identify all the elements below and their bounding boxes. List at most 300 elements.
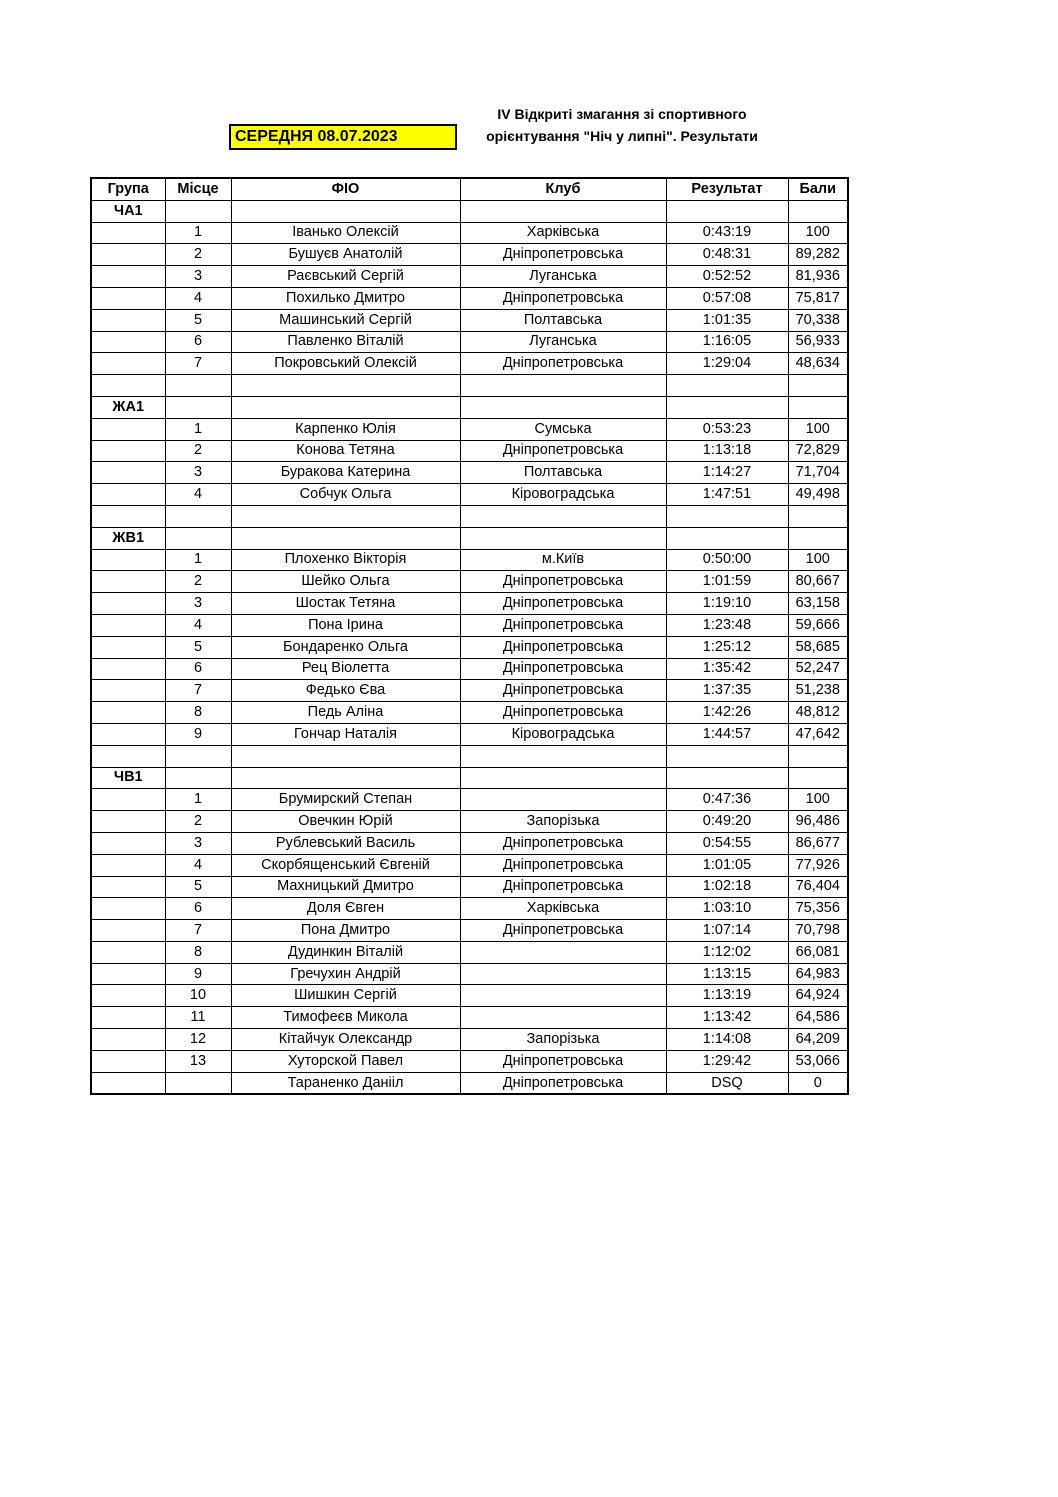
table-row — [91, 571, 848, 593]
group-cell-empty — [91, 1050, 165, 1072]
cell-name: Гончар Наталія — [231, 723, 460, 745]
cell-club: Полтавська — [460, 309, 666, 331]
cell-club: Луганська — [460, 266, 666, 288]
cell-name: Овечкин Юрій — [231, 811, 460, 833]
cell-result: 1:29:42 — [666, 1050, 788, 1072]
empty-cell — [788, 745, 848, 767]
cell-place: 7 — [165, 353, 231, 375]
empty-cell — [666, 527, 788, 549]
empty-cell — [788, 767, 848, 789]
table-row — [91, 331, 848, 353]
empty-cell — [165, 505, 231, 527]
table-row — [91, 898, 848, 920]
empty-cell — [460, 767, 666, 789]
cell-result: 1:13:19 — [666, 985, 788, 1007]
empty-cell — [91, 745, 165, 767]
cell-name: Рублевський Василь — [231, 832, 460, 854]
table-row — [91, 1050, 848, 1072]
cell-result: 1:01:05 — [666, 854, 788, 876]
group-name: ЧА1 — [91, 200, 165, 222]
cell-name: Шостак Тетяна — [231, 593, 460, 615]
group-cell-empty — [91, 549, 165, 571]
cell-result: 1:02:18 — [666, 876, 788, 898]
cell-club: Дніпропетровська — [460, 680, 666, 702]
cell-points: 52,247 — [788, 658, 848, 680]
column-header-result: Результат — [666, 178, 788, 200]
cell-place: 9 — [165, 723, 231, 745]
group-cell-empty — [91, 854, 165, 876]
cell-name: Махницький Дмитро — [231, 876, 460, 898]
group-header-row — [91, 396, 848, 418]
table-row — [91, 418, 848, 440]
cell-name: Хуторской Павел — [231, 1050, 460, 1072]
cell-name: Покровський Олексій — [231, 353, 460, 375]
cell-result: 1:12:02 — [666, 941, 788, 963]
cell-name: Тараненко Данііл — [231, 1072, 460, 1094]
group-name: ЧВ1 — [91, 767, 165, 789]
table-row — [91, 963, 848, 985]
table-row — [91, 266, 848, 288]
group-cell-empty — [91, 1029, 165, 1051]
cell-club: Сумська — [460, 418, 666, 440]
cell-result: 1:19:10 — [666, 593, 788, 615]
table-row — [91, 636, 848, 658]
cell-points: 56,933 — [788, 331, 848, 353]
cell-place: 5 — [165, 636, 231, 658]
cell-result: 1:42:26 — [666, 702, 788, 724]
table-row — [91, 1007, 848, 1029]
cell-club: м.Київ — [460, 549, 666, 571]
cell-place: 12 — [165, 1029, 231, 1051]
table-row — [91, 680, 848, 702]
cell-name: Гречухин Андрій — [231, 963, 460, 985]
cell-place: 4 — [165, 484, 231, 506]
cell-result: 1:37:35 — [666, 680, 788, 702]
column-header-name: ФІО — [231, 178, 460, 200]
cell-points: 70,338 — [788, 309, 848, 331]
empty-cell — [788, 527, 848, 549]
cell-points: 63,158 — [788, 593, 848, 615]
group-header-row — [91, 200, 848, 222]
cell-name: Тимофеєв Микола — [231, 1007, 460, 1029]
cell-place: 4 — [165, 614, 231, 636]
group-cell-empty — [91, 898, 165, 920]
table-row — [91, 287, 848, 309]
group-cell-empty — [91, 1072, 165, 1094]
cell-name: Пона Дмитро — [231, 920, 460, 942]
column-header-club: Клуб — [460, 178, 666, 200]
group-cell-empty — [91, 571, 165, 593]
cell-club: Харківська — [460, 898, 666, 920]
cell-name: Скорбященський Євгеній — [231, 854, 460, 876]
cell-points: 96,486 — [788, 811, 848, 833]
cell-result: 1:14:27 — [666, 462, 788, 484]
cell-place: 10 — [165, 985, 231, 1007]
group-name: ЖВ1 — [91, 527, 165, 549]
cell-result: 0:57:08 — [666, 287, 788, 309]
cell-name: Конова Тетяна — [231, 440, 460, 462]
cell-result: 1:13:42 — [666, 1007, 788, 1029]
cell-points: 70,798 — [788, 920, 848, 942]
cell-club: Дніпропетровська — [460, 440, 666, 462]
cell-result: 1:16:05 — [666, 331, 788, 353]
cell-points: 75,817 — [788, 287, 848, 309]
table-row — [91, 941, 848, 963]
cell-result: 1:23:48 — [666, 614, 788, 636]
cell-place: 8 — [165, 702, 231, 724]
cell-points: 59,666 — [788, 614, 848, 636]
cell-points: 64,924 — [788, 985, 848, 1007]
group-name: ЖА1 — [91, 396, 165, 418]
table-row — [91, 832, 848, 854]
separator-row — [91, 505, 848, 527]
cell-name: Рец Віолетта — [231, 658, 460, 680]
table-row — [91, 309, 848, 331]
cell-result: 1:03:10 — [666, 898, 788, 920]
group-cell-empty — [91, 789, 165, 811]
empty-cell — [460, 505, 666, 527]
cell-points: 80,667 — [788, 571, 848, 593]
cell-points: 100 — [788, 789, 848, 811]
group-cell-empty — [91, 331, 165, 353]
group-cell-empty — [91, 702, 165, 724]
cell-points: 49,498 — [788, 484, 848, 506]
empty-cell — [666, 745, 788, 767]
cell-club: Харківська — [460, 222, 666, 244]
group-cell-empty — [91, 593, 165, 615]
cell-club: Полтавська — [460, 462, 666, 484]
cell-place: 1 — [165, 549, 231, 571]
table-row — [91, 1029, 848, 1051]
cell-name: Пона Ірина — [231, 614, 460, 636]
group-cell-empty — [91, 963, 165, 985]
group-cell-empty — [91, 680, 165, 702]
cell-place: 1 — [165, 418, 231, 440]
empty-cell — [666, 767, 788, 789]
table-row — [91, 484, 848, 506]
separator-row — [91, 745, 848, 767]
cell-name: Бушуєв Анатолій — [231, 244, 460, 266]
empty-cell — [165, 767, 231, 789]
cell-place: 6 — [165, 658, 231, 680]
cell-place: 2 — [165, 440, 231, 462]
cell-name: Доля Євген — [231, 898, 460, 920]
cell-club — [460, 941, 666, 963]
table-row — [91, 222, 848, 244]
cell-place: 3 — [165, 832, 231, 854]
empty-cell — [666, 375, 788, 397]
cell-place: 2 — [165, 571, 231, 593]
cell-place: 1 — [165, 222, 231, 244]
cell-points: 86,677 — [788, 832, 848, 854]
table-row — [91, 1072, 848, 1094]
cell-place: 6 — [165, 898, 231, 920]
cell-club: Дніпропетровська — [460, 244, 666, 266]
cell-club: Дніпропетровська — [460, 1072, 666, 1094]
cell-result: DSQ — [666, 1072, 788, 1094]
group-cell-empty — [91, 266, 165, 288]
cell-club — [460, 1007, 666, 1029]
cell-club: Запорізька — [460, 1029, 666, 1051]
group-cell-empty — [91, 1007, 165, 1029]
cell-points: 0 — [788, 1072, 848, 1094]
cell-club — [460, 789, 666, 811]
cell-result: 0:53:23 — [666, 418, 788, 440]
group-cell-empty — [91, 309, 165, 331]
cell-result: 1:01:35 — [666, 309, 788, 331]
empty-cell — [460, 396, 666, 418]
empty-cell — [231, 745, 460, 767]
cell-result: 0:43:19 — [666, 222, 788, 244]
empty-cell — [231, 505, 460, 527]
cell-result: 0:52:52 — [666, 266, 788, 288]
group-header-row — [91, 767, 848, 789]
cell-name: Федько Єва — [231, 680, 460, 702]
table-row — [91, 549, 848, 571]
separator-row — [91, 375, 848, 397]
cell-club: Дніпропетровська — [460, 876, 666, 898]
empty-cell — [666, 200, 788, 222]
cell-club: Дніпропетровська — [460, 593, 666, 615]
cell-place: 2 — [165, 811, 231, 833]
group-cell-empty — [91, 244, 165, 266]
empty-cell — [460, 745, 666, 767]
cell-club: Дніпропетровська — [460, 636, 666, 658]
cell-name: Кітайчук Олександр — [231, 1029, 460, 1051]
cell-club: Дніпропетровська — [460, 854, 666, 876]
empty-cell — [231, 527, 460, 549]
empty-cell — [666, 505, 788, 527]
cell-club: Дніпропетровська — [460, 920, 666, 942]
empty-cell — [231, 375, 460, 397]
cell-place: 5 — [165, 876, 231, 898]
empty-cell — [666, 396, 788, 418]
table-row — [91, 789, 848, 811]
cell-points: 64,586 — [788, 1007, 848, 1029]
cell-result: 0:47:36 — [666, 789, 788, 811]
cell-place: 7 — [165, 920, 231, 942]
cell-name: Карпенко Юлія — [231, 418, 460, 440]
group-cell-empty — [91, 876, 165, 898]
cell-points: 89,282 — [788, 244, 848, 266]
cell-club: Дніпропетровська — [460, 353, 666, 375]
group-cell-empty — [91, 222, 165, 244]
cell-place: 5 — [165, 309, 231, 331]
cell-name: Іванько Олексій — [231, 222, 460, 244]
empty-cell — [460, 375, 666, 397]
cell-place: 1 — [165, 789, 231, 811]
cell-place: 13 — [165, 1050, 231, 1072]
cell-result: 1:25:12 — [666, 636, 788, 658]
group-header-row — [91, 527, 848, 549]
table-row — [91, 723, 848, 745]
empty-cell — [788, 200, 848, 222]
empty-cell — [91, 505, 165, 527]
cell-points: 76,404 — [788, 876, 848, 898]
empty-cell — [460, 200, 666, 222]
cell-club: Кіровоградська — [460, 484, 666, 506]
cell-result: 1:13:15 — [666, 963, 788, 985]
date-label: СЕРЕДНЯ 08.07.2023 — [229, 124, 457, 150]
empty-cell — [231, 396, 460, 418]
cell-place: 8 — [165, 941, 231, 963]
title-line-1: IV Відкриті змагання зі спортивного — [497, 106, 747, 122]
cell-points: 72,829 — [788, 440, 848, 462]
cell-result: 1:35:42 — [666, 658, 788, 680]
cell-place: 3 — [165, 266, 231, 288]
cell-name: Машинський Сергій — [231, 309, 460, 331]
cell-name: Шейко Ольга — [231, 571, 460, 593]
group-cell-empty — [91, 658, 165, 680]
results-table — [90, 177, 849, 1095]
column-header-group: Група — [91, 178, 165, 200]
table-row — [91, 854, 848, 876]
cell-points: 51,238 — [788, 680, 848, 702]
cell-points: 48,634 — [788, 353, 848, 375]
cell-points: 53,066 — [788, 1050, 848, 1072]
title-line-2: орієнтування "Ніч у липні". Результати — [486, 128, 758, 144]
cell-name: Дудинкин Віталій — [231, 941, 460, 963]
cell-points: 100 — [788, 418, 848, 440]
cell-result: 1:44:57 — [666, 723, 788, 745]
empty-cell — [91, 375, 165, 397]
cell-name: Плохенко Вікторія — [231, 549, 460, 571]
cell-points: 81,936 — [788, 266, 848, 288]
cell-points: 47,642 — [788, 723, 848, 745]
cell-place: 3 — [165, 593, 231, 615]
cell-club: Запорізька — [460, 811, 666, 833]
cell-points: 75,356 — [788, 898, 848, 920]
group-cell-empty — [91, 287, 165, 309]
group-cell-empty — [91, 440, 165, 462]
cell-result: 0:48:31 — [666, 244, 788, 266]
table-row — [91, 920, 848, 942]
cell-place: 6 — [165, 331, 231, 353]
cell-name: Брумирский Степан — [231, 789, 460, 811]
empty-cell — [788, 505, 848, 527]
cell-result: 1:29:04 — [666, 353, 788, 375]
cell-result: 0:54:55 — [666, 832, 788, 854]
cell-club: Дніпропетровська — [460, 287, 666, 309]
cell-points: 77,926 — [788, 854, 848, 876]
cell-result: 1:07:14 — [666, 920, 788, 942]
cell-place: 2 — [165, 244, 231, 266]
cell-club: Дніпропетровська — [460, 702, 666, 724]
group-cell-empty — [91, 614, 165, 636]
group-cell-empty — [91, 723, 165, 745]
cell-points: 64,983 — [788, 963, 848, 985]
table-row — [91, 985, 848, 1007]
group-cell-empty — [91, 985, 165, 1007]
cell-name: Павленко Віталій — [231, 331, 460, 353]
empty-cell — [165, 745, 231, 767]
cell-club — [460, 963, 666, 985]
group-cell-empty — [91, 832, 165, 854]
empty-cell — [231, 200, 460, 222]
empty-cell — [788, 375, 848, 397]
document-title — [462, 103, 782, 147]
table-row — [91, 353, 848, 375]
cell-points: 64,209 — [788, 1029, 848, 1051]
cell-result: 1:13:18 — [666, 440, 788, 462]
cell-place: 4 — [165, 287, 231, 309]
cell-club: Дніпропетровська — [460, 1050, 666, 1072]
cell-points: 100 — [788, 549, 848, 571]
cell-place: 7 — [165, 680, 231, 702]
cell-result: 1:47:51 — [666, 484, 788, 506]
cell-result: 1:01:59 — [666, 571, 788, 593]
group-cell-empty — [91, 920, 165, 942]
cell-club: Луганська — [460, 331, 666, 353]
table-row — [91, 702, 848, 724]
cell-name: Шишкин Сергій — [231, 985, 460, 1007]
empty-cell — [165, 200, 231, 222]
cell-name: Бондаренко Ольга — [231, 636, 460, 658]
table-row — [91, 440, 848, 462]
empty-cell — [165, 396, 231, 418]
empty-cell — [165, 375, 231, 397]
table-row — [91, 593, 848, 615]
cell-club — [460, 985, 666, 1007]
cell-points: 58,685 — [788, 636, 848, 658]
empty-cell — [460, 527, 666, 549]
cell-result: 1:14:08 — [666, 1029, 788, 1051]
cell-club: Дніпропетровська — [460, 614, 666, 636]
cell-points: 66,081 — [788, 941, 848, 963]
empty-cell — [231, 767, 460, 789]
cell-place: 3 — [165, 462, 231, 484]
results-body — [91, 200, 848, 1094]
cell-club: Дніпропетровська — [460, 658, 666, 680]
group-cell-empty — [91, 636, 165, 658]
group-cell-empty — [91, 353, 165, 375]
table-row — [91, 811, 848, 833]
header-row — [91, 178, 848, 200]
cell-club: Дніпропетровська — [460, 571, 666, 593]
group-cell-empty — [91, 462, 165, 484]
cell-name: Буракова Катерина — [231, 462, 460, 484]
cell-points: 71,704 — [788, 462, 848, 484]
group-cell-empty — [91, 811, 165, 833]
cell-result: 0:49:20 — [666, 811, 788, 833]
table-row — [91, 658, 848, 680]
column-header-points: Бали — [788, 178, 848, 200]
empty-cell — [165, 527, 231, 549]
empty-cell — [788, 396, 848, 418]
table-row — [91, 876, 848, 898]
cell-points: 48,812 — [788, 702, 848, 724]
group-cell-empty — [91, 941, 165, 963]
cell-place — [165, 1072, 231, 1094]
cell-name: Педь Аліна — [231, 702, 460, 724]
group-cell-empty — [91, 418, 165, 440]
cell-place: 11 — [165, 1007, 231, 1029]
table-row — [91, 614, 848, 636]
group-cell-empty — [91, 484, 165, 506]
cell-place: 9 — [165, 963, 231, 985]
cell-name: Раєвський Сергій — [231, 266, 460, 288]
table-row — [91, 244, 848, 266]
cell-club: Кіровоградська — [460, 723, 666, 745]
table-row — [91, 462, 848, 484]
cell-name: Похилько Дмитро — [231, 287, 460, 309]
cell-place: 4 — [165, 854, 231, 876]
cell-name: Собчук Ольга — [231, 484, 460, 506]
column-header-place: Місце — [165, 178, 231, 200]
cell-points: 100 — [788, 222, 848, 244]
cell-result: 0:50:00 — [666, 549, 788, 571]
cell-club: Дніпропетровська — [460, 832, 666, 854]
